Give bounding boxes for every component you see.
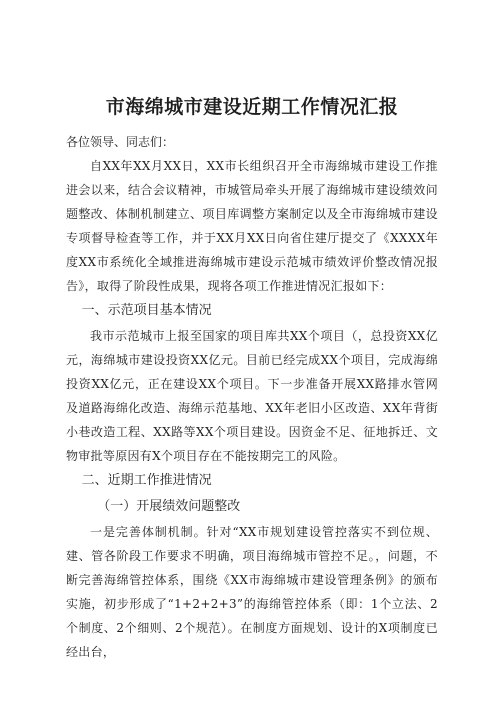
section-1-paragraph: 我市示范城市上报至国家的项目库共XX个项目（，总投资XX亿元，海绵城市建设投资XX亿元。目前已经完成XX个项目，完成海绵投资XX亿元，正在建设XX个项目。下一步准备开展XX路排水管网及道路海绵化改造、海绵示范基地、XX年老旧小区改造、XX年背街小巷改造工程、XX路等XX个项目建设。因资金不足、征地拆迁、文物审批等原因有X个项目存在不能按期完工的风险。 (66, 329, 438, 463)
subsection-2-1-paragraph: 一是完善体制机制。针对“XX市规划建设管控落实不到位规、建、管各阶段工作要求不明确，项目海绵城市管控不足。，问题，不断完善海绵管控体系，围绕《XX市海绵城市建设管理条例》的颁布实施，初步形成了“1+2+2+3”的海绵管控体系（即：1个立法、2个制度、2个细则、2个规范）。在制度方面规划、设计的X项制度已经出台， (66, 525, 438, 659)
section-1-heading: 一、示范项目基本情况 (81, 303, 212, 318)
section-2-heading: 二、近期工作推进情况 (81, 473, 212, 488)
document-title: 市海绵城市建设近期工作情况汇报 (105, 96, 399, 118)
subsection-2-1-heading: （一）开展绩效问题整改 (97, 499, 241, 514)
intro-paragraph: 自XX年XX月XX日，XX市长组织召开全市海绵城市建设工作推进会以来，结合会议精神，市城管局牵头开展了海绵城市建设绩效问题整改、体制机制建立、项目库调整方案制定以及全市海绵城市建设专项督导检查等工作，并于XX月XX日向省住建厅提交了《XXXX年度XX市系统化全域推进海绵城市建设示范城市绩效评价整改情况报告》，取得了阶段性成果，现将各项工作推进情况汇报如下： (66, 159, 438, 293)
salutation: 各位领导、同志们： (66, 135, 175, 149)
